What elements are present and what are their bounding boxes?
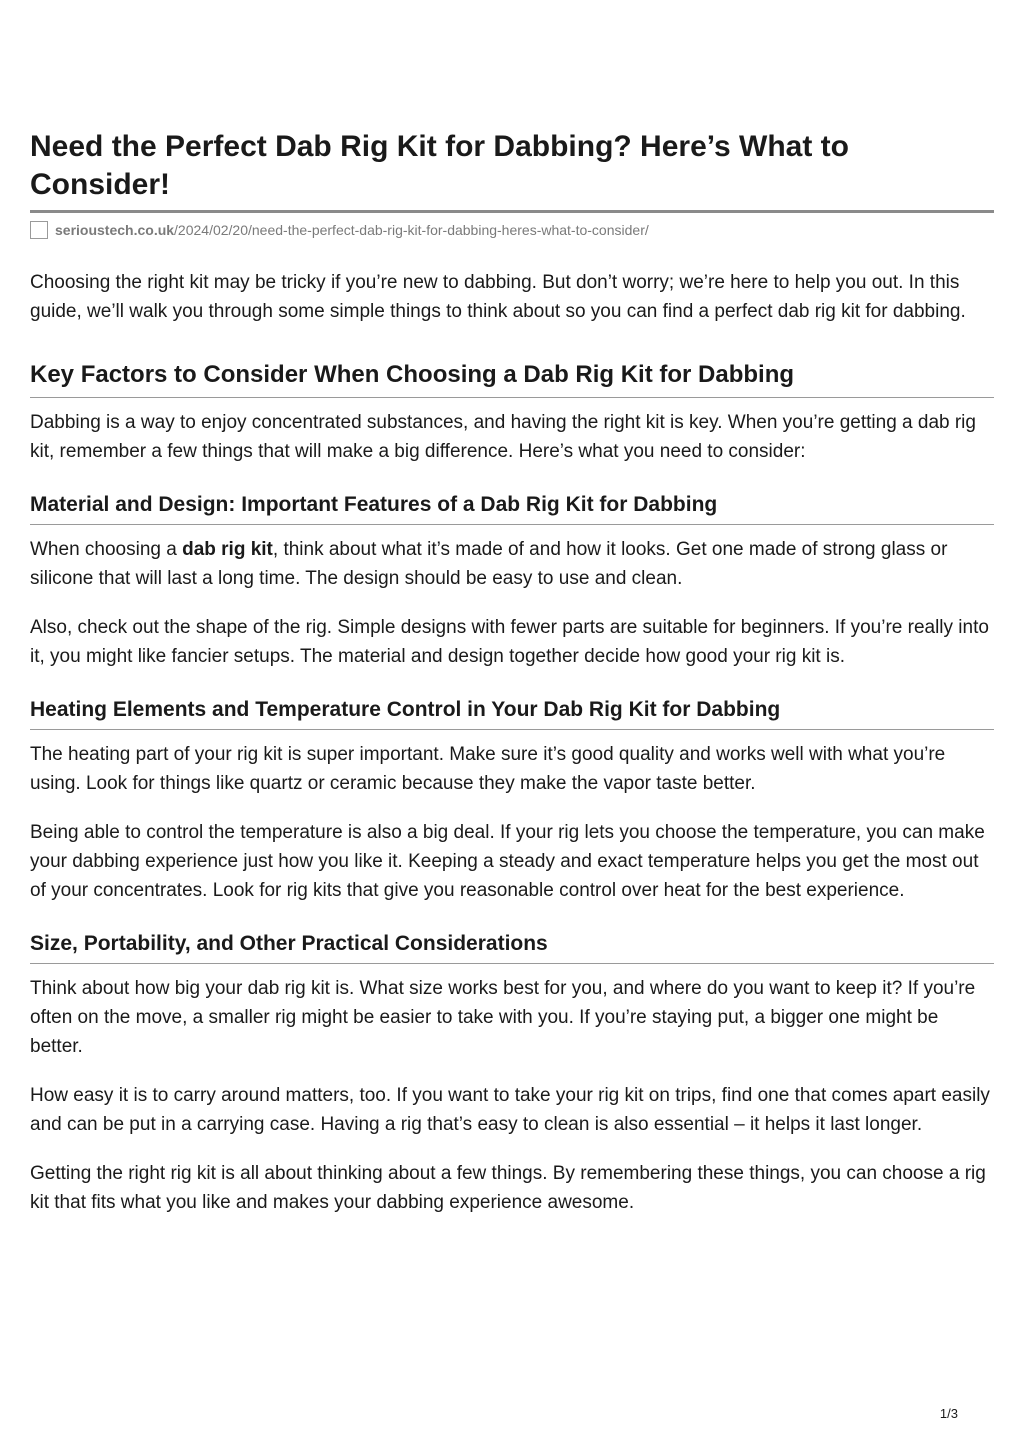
heating-paragraph-1: The heating part of your rig kit is super important. Make sure it’s good quality and works well with what you’re using. Look for things like quartz or ceramic because they make the vapor taste better. [30, 744, 946, 794]
heating-paragraph-2: Being able to control the temperature is also a big deal. If your rig lets you choose the temperature, you can make your dabbing experience just how you like it. Keeping a steady and exact temperature helps you get the most out of your concentrates. Look for rig kits that give you reasonable control over heat for the best experience. [30, 822, 985, 901]
text-span: When choosing a [30, 539, 183, 560]
source-path[interactable]: /2024/02/20/need-the-perfect-dab-rig-kit-for-dabbing-heres-what-to-consider/ [174, 222, 649, 238]
dab-rig-kit-keyword: dab rig kit [182, 539, 273, 560]
favicon-icon [30, 221, 48, 239]
material-design-paragraph-1 [30, 535, 994, 593]
subheading-material-design: Material and Design: Important Features of a Dab Rig Kit for Dabbing [30, 491, 994, 525]
source-url[interactable] [30, 220, 994, 240]
text-span: , think about what it’s made of and how it looks. Get one made of strong glass or silicone that will last a long time. The design should be easy to use and clean. [30, 539, 948, 589]
size-paragraph-2: How easy it is to carry around matters, too. If you want to take your rig kit on trips, find one that comes apart easily and can be put in a carrying case. Having a rig that’s easy to clean is also essential – it helps it last longer. [30, 1085, 990, 1135]
material-design-paragraph-2: Also, check out the shape of the rig. Simple designs with fewer parts are suitable for beginners. If you’re really into it, you might like fancier setups. The material and design together decide how good your rig kit is. [30, 617, 989, 667]
intro-paragraph: Choosing the right kit may be tricky if you’re new to dabbing. But don’t worry; we’re here to help you out. In this guide, we’ll walk you through some simple things to think about so you can find a perfect dab rig kit for dabbing. [30, 272, 966, 322]
size-paragraph-1: Think about how big your dab rig kit is. What size works best for you, and where do you want to keep it? If you’re often on the move, a smaller rig might be easier to take with you. If you’re staying put, a bigger one might be better. [30, 978, 976, 1057]
subheading-size-portability: Size, Portability, and Other Practical Considerations [30, 930, 994, 964]
article [30, 128, 994, 1217]
subheading-heating-elements: Heating Elements and Temperature Control in Your Dab Rig Kit for Dabbing [30, 696, 994, 730]
size-paragraph-3: Getting the right rig kit is all about thinking about a few things. By remembering these things, you can choose a rig kit that fits what you like and makes your dabbing experience awesome. [30, 1163, 986, 1213]
section-key-factors-paragraph: Dabbing is a way to enjoy concentrated substances, and having the right kit is key. When you’re getting a dab rig kit, remember a few things that will make a big difference. Here’s what you need to consider: [30, 412, 976, 462]
page-title: Need the Perfect Dab Rig Kit for Dabbing? Here’s What to Consider! [30, 128, 994, 213]
page-number: 1/3 [939, 1406, 958, 1421]
section-heading-key-factors: Key Factors to Consider When Choosing a Dab Rig Kit for Dabbing [30, 360, 994, 398]
source-domain[interactable]: serioustech.co.uk [55, 222, 175, 238]
